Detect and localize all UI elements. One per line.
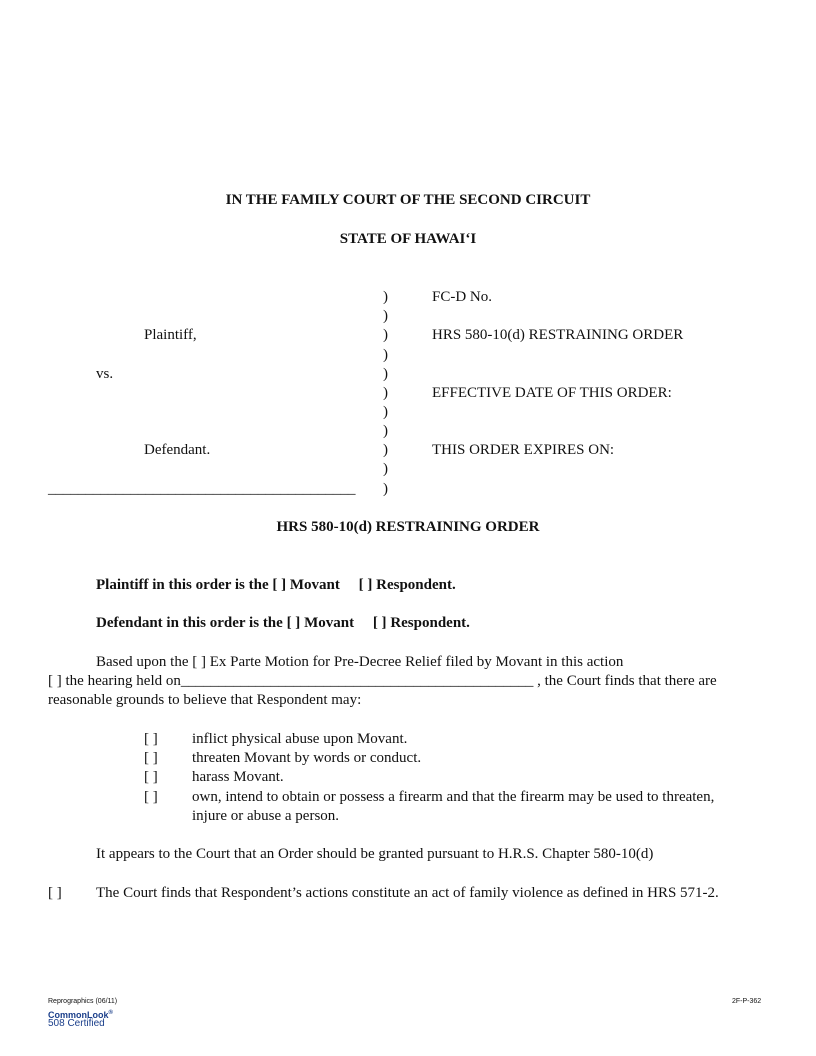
commonlook-logo: CommonLook® xyxy=(48,1010,113,1020)
finding-item: own, intend to obtain or possess a firearm and that the firearm may be used to threaten, xyxy=(192,789,715,805)
caption-paren: ) xyxy=(383,385,388,401)
caption-paren: ) xyxy=(383,423,388,439)
expires-label: THIS ORDER EXPIRES ON: xyxy=(432,442,615,458)
caption-signature-line: _________________________________________ xyxy=(48,481,356,497)
hearing-date-blank[interactable]: _______________________________________________ xyxy=(180,673,534,689)
finding-item: harass Movant. xyxy=(192,769,284,785)
hearing-line xyxy=(48,672,717,691)
caption-paren: ) xyxy=(383,327,388,343)
order-type-label: HRS 580-10(d) RESTRAINING ORDER xyxy=(432,327,684,343)
caption-paren: ) xyxy=(383,347,388,363)
plaintiff-label: Plaintiff, xyxy=(144,327,197,343)
vs-label: vs. xyxy=(96,366,114,382)
508-certified-label: 508 Certified xyxy=(48,1018,105,1029)
caption-paren: ) xyxy=(383,289,388,305)
hearing-checkbox[interactable]: [ ] xyxy=(48,673,62,689)
caption-paren: ) xyxy=(383,308,388,324)
plaintiff-role-line xyxy=(96,576,456,595)
finding-checkbox[interactable]: [ ] xyxy=(144,731,158,747)
finding-checkbox[interactable]: [ ] xyxy=(144,750,158,766)
caption-paren: ) xyxy=(383,442,388,458)
appears-text: It appears to the Court that an Order should be granted pursuant to H.R.S. Chapter 580-10(d) xyxy=(96,846,654,862)
reasonable-grounds-text: reasonable grounds to believe that Respondent may: xyxy=(48,692,362,708)
caption-paren: ) xyxy=(383,404,388,420)
hearing-text: the hearing held on xyxy=(65,673,181,689)
defendant-movant-checkbox[interactable]: [ ] xyxy=(286,615,301,631)
caption-paren: ) xyxy=(383,481,388,497)
motion-checkbox[interactable]: [ ] xyxy=(192,654,206,670)
form-number: 2F-P-362 xyxy=(732,998,762,1005)
court-finds-text: , the Court finds that there are xyxy=(537,673,717,689)
family-violence-text: The Court finds that Respondent’s actions constitute an act of family violence as defined in HRS 571-2. xyxy=(96,885,719,901)
finding-checkbox[interactable]: [ ] xyxy=(144,769,158,785)
motion-text: Ex Parte Motion for Pre-Decree Relief filed by Movant in this action xyxy=(209,654,624,670)
finding-item: threaten Movant by words or conduct. xyxy=(192,750,422,766)
respondent-label: Respondent. xyxy=(376,577,456,593)
plaintiff-respondent-checkbox[interactable]: [ ] xyxy=(358,577,373,593)
finding-item: inflict physical abuse upon Movant. xyxy=(192,731,408,747)
plaintiff-role-prefix: Plaintiff in this order is the xyxy=(96,577,269,593)
caption-paren: ) xyxy=(383,461,388,477)
defendant-label: Defendant. xyxy=(144,442,211,458)
movant-label: Movant xyxy=(289,577,340,593)
plaintiff-movant-checkbox[interactable]: [ ] xyxy=(272,577,287,593)
reprographics-label: Reprographics (06/11) xyxy=(48,998,118,1005)
movant-label: Movant xyxy=(304,615,355,631)
effective-date-label: EFFECTIVE DATE OF THIS ORDER: xyxy=(432,385,672,401)
based-upon-text: Based upon the xyxy=(96,654,189,670)
defendant-role-prefix: Defendant in this order is the xyxy=(96,615,283,631)
order-title: HRS 580-10(d) RESTRAINING ORDER xyxy=(276,519,540,535)
defendant-role-line xyxy=(96,614,470,633)
finding-checkbox[interactable]: [ ] xyxy=(144,789,158,805)
case-number-label: FC-D No. xyxy=(432,289,493,305)
motion-line xyxy=(96,653,623,672)
defendant-respondent-checkbox[interactable]: [ ] xyxy=(372,615,387,631)
family-violence-checkbox[interactable]: [ ] xyxy=(48,885,62,901)
caption-paren: ) xyxy=(383,366,388,382)
state-heading: STATE OF HAWAI‘I xyxy=(339,231,477,247)
court-heading: IN THE FAMILY COURT OF THE SECOND CIRCUIT xyxy=(225,192,591,208)
finding-item-continuation: injure or abuse a person. xyxy=(192,808,340,824)
respondent-label: Respondent. xyxy=(390,615,470,631)
